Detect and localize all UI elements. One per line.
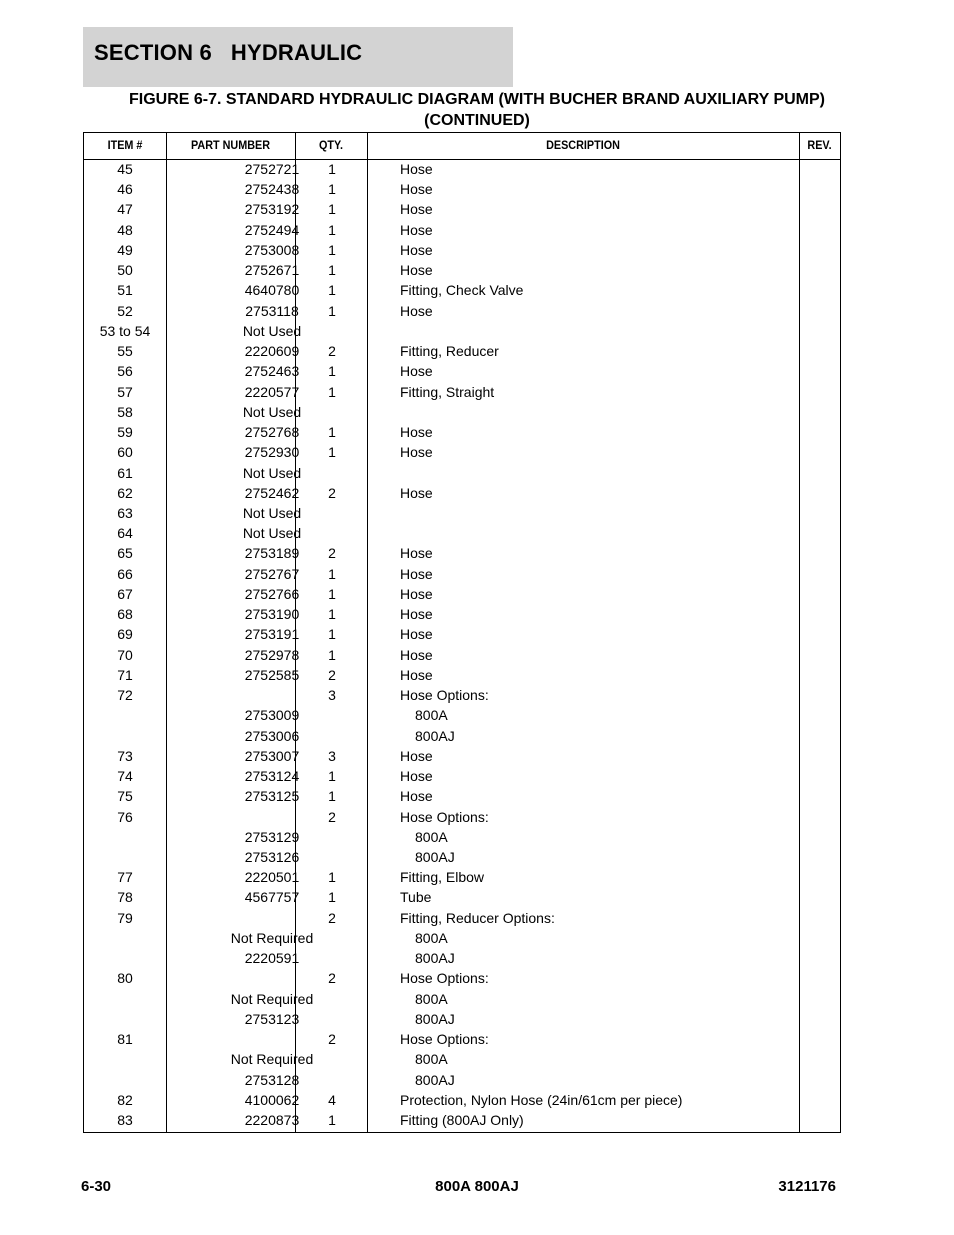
item-cell: 52	[117, 302, 133, 319]
qty-cell: 1	[328, 606, 336, 623]
part-number-cell: Not Used	[242, 322, 302, 339]
part-number-cell: 2220609	[244, 343, 300, 360]
description-cell: Fitting, Straight	[400, 383, 495, 400]
header-rev: REV.	[807, 138, 832, 152]
table-row	[84, 807, 840, 827]
description-cell: Hose	[400, 181, 433, 198]
qty-cell: 1	[328, 424, 336, 441]
description-cell: 800A	[415, 929, 448, 946]
part-number-cell: 2753128	[244, 1071, 300, 1088]
table-row	[84, 908, 840, 928]
table-row	[84, 1110, 840, 1130]
item-cell: 83	[117, 1112, 133, 1129]
model-label: 800A 800AJ	[435, 1178, 519, 1195]
description-cell: 800AJ	[415, 848, 455, 865]
table-row	[84, 887, 840, 907]
part-number-cell: 2753118	[245, 302, 299, 319]
description-cell: Fitting, Reducer	[400, 343, 499, 360]
description-cell: 800AJ	[415, 1071, 455, 1088]
item-cell: 49	[117, 241, 133, 258]
description-cell: Hose	[400, 606, 433, 623]
qty-cell: 3	[328, 747, 336, 764]
qty-cell: 1	[328, 768, 336, 785]
table-row	[84, 746, 840, 766]
item-cell: 57	[117, 383, 133, 400]
qty-cell: 1	[328, 241, 336, 258]
item-cell: 47	[117, 201, 133, 218]
table-row	[84, 624, 840, 644]
part-number-cell: Not Required	[230, 929, 314, 946]
table-row	[84, 827, 840, 847]
qty-cell: 4	[328, 1091, 336, 1108]
table-row	[84, 1009, 840, 1029]
item-cell: 60	[117, 444, 133, 461]
description-cell: Hose	[400, 424, 433, 441]
description-cell: Hose	[400, 565, 433, 582]
qty-cell: 1	[328, 626, 336, 643]
description-cell: Hose	[400, 585, 433, 602]
table-row	[84, 726, 840, 746]
item-cell: 72	[117, 687, 133, 704]
table-row	[84, 442, 840, 462]
table-row	[84, 260, 840, 280]
qty-cell: 3	[328, 687, 336, 704]
document-number: 3121176	[778, 1178, 836, 1195]
table-row	[84, 584, 840, 604]
table-row	[84, 199, 840, 219]
page-number: 6-30	[81, 1178, 112, 1195]
item-cell: 55	[117, 343, 133, 360]
description-cell: 800A	[415, 707, 448, 724]
item-cell: 73	[117, 747, 133, 764]
qty-cell: 1	[328, 788, 336, 805]
description-cell: Fitting, Check Valve	[400, 282, 524, 299]
description-cell: 800AJ	[415, 727, 455, 744]
description-cell: Hose	[400, 666, 433, 683]
part-number-cell: 2753190	[244, 606, 300, 623]
part-number-cell: 2220873	[244, 1112, 300, 1129]
item-cell: 59	[117, 424, 133, 441]
part-number-cell: 2753189	[244, 545, 300, 562]
table-row	[84, 301, 840, 321]
qty-cell: 2	[328, 666, 336, 683]
item-cell: 61	[117, 464, 133, 481]
part-number-cell: 2752438	[244, 181, 300, 198]
table-row	[84, 361, 840, 381]
item-cell: 62	[117, 484, 133, 501]
table-row	[84, 280, 840, 300]
description-cell: Hose	[400, 747, 433, 764]
part-number-cell: Not Used	[242, 525, 302, 542]
table-row	[84, 523, 840, 543]
qty-cell: 1	[328, 646, 336, 663]
item-cell: 75	[117, 788, 133, 805]
item-cell: 69	[117, 626, 133, 643]
description-cell: Hose	[400, 201, 433, 218]
qty-cell: 1	[328, 262, 336, 279]
description-cell: Hose	[400, 545, 433, 562]
header-item: ITEM #	[107, 138, 143, 152]
description-cell: 800A	[415, 1051, 448, 1068]
description-cell: Hose Options:	[400, 1031, 489, 1048]
item-cell: 58	[117, 403, 133, 420]
table-row	[84, 220, 840, 240]
description-cell: 800A	[415, 828, 448, 845]
qty-cell: 1	[328, 565, 336, 582]
description-cell: 800AJ	[415, 1010, 455, 1027]
item-cell: 78	[117, 889, 133, 906]
description-cell: Hose	[400, 161, 433, 177]
description-cell: 800A	[415, 990, 448, 1007]
description-cell: Hose	[400, 444, 433, 461]
qty-cell: 2	[328, 484, 336, 501]
description-cell: Hose	[400, 363, 433, 380]
table-row	[84, 1090, 840, 1110]
table-row	[84, 503, 840, 523]
part-number-cell: 2220577	[244, 383, 300, 400]
table-row	[84, 1049, 840, 1069]
part-number-cell: 2752766	[244, 585, 300, 602]
table-row	[84, 604, 840, 624]
description-cell: Hose	[400, 768, 433, 785]
description-cell: Hose Options:	[400, 687, 489, 704]
part-number-cell: 2752494	[244, 221, 300, 238]
part-number-cell: 2220591	[244, 950, 300, 967]
qty-cell: 2	[328, 808, 336, 825]
qty-cell: 2	[328, 909, 336, 926]
table-row	[84, 786, 840, 806]
qty-cell: 1	[328, 363, 336, 380]
description-cell: Fitting (800AJ Only)	[400, 1112, 524, 1129]
table-row	[84, 240, 840, 260]
item-cell: 82	[117, 1091, 133, 1108]
description-cell: Fitting, Reducer Options:	[400, 909, 555, 926]
item-cell: 76	[117, 808, 133, 825]
table-row	[84, 645, 840, 665]
item-cell: 70	[117, 646, 133, 663]
item-cell: 77	[117, 869, 133, 886]
part-number-cell: 2753129	[244, 828, 300, 845]
part-number-cell: 2753009	[244, 707, 300, 724]
part-number-cell: 2752463	[244, 363, 300, 380]
table-row	[84, 867, 840, 887]
part-number-cell: Not Required	[230, 990, 314, 1007]
qty-cell: 1	[328, 181, 336, 198]
figure-title: FIGURE 6-7. STANDARD HYDRAULIC DIAGRAM (WITH BUCHER BRAND AUXILIARY PUMP)	[129, 91, 825, 108]
part-number-cell: 4100062	[244, 1091, 300, 1108]
description-cell: Hose	[400, 262, 433, 279]
item-cell: 64	[117, 525, 133, 542]
item-cell: 45	[117, 161, 133, 177]
qty-cell: 1	[328, 1112, 336, 1129]
item-cell: 46	[117, 181, 133, 198]
part-number-cell: 2752721	[244, 161, 300, 177]
table-row	[84, 705, 840, 725]
header-description: DESCRIPTION	[546, 138, 620, 152]
header-part-number: PART NUMBER	[190, 138, 271, 152]
header-qty: QTY.	[318, 138, 343, 152]
table-row	[84, 968, 840, 988]
table-row	[84, 766, 840, 786]
qty-cell: 1	[328, 161, 336, 177]
description-cell: 800AJ	[415, 950, 455, 967]
description-cell: Hose	[400, 788, 433, 805]
part-number-cell: 2220501	[244, 869, 300, 886]
table-row	[84, 665, 840, 685]
item-cell: 51	[117, 282, 133, 299]
table-row	[84, 685, 840, 705]
table-row	[84, 402, 840, 422]
item-cell: 48	[117, 221, 133, 238]
table-row	[84, 847, 840, 867]
qty-cell: 2	[328, 343, 336, 360]
table-row	[84, 463, 840, 483]
qty-cell: 2	[328, 1031, 336, 1048]
item-cell: 81	[117, 1031, 133, 1048]
part-number-cell: 2752978	[244, 646, 300, 663]
table-row	[84, 321, 840, 341]
part-number-cell: 2753006	[244, 727, 300, 744]
description-cell: Hose	[400, 646, 433, 663]
part-number-cell: 2753123	[244, 1010, 300, 1027]
item-cell: 68	[117, 606, 133, 623]
qty-cell: 1	[328, 585, 336, 602]
table-row	[84, 989, 840, 1009]
qty-cell: 1	[328, 282, 336, 299]
part-number-cell: 2753007	[244, 747, 300, 764]
description-cell: Hose	[400, 302, 433, 319]
part-number-cell: 2752671	[244, 262, 300, 279]
part-number-cell: Not Used	[242, 464, 302, 481]
table-row	[84, 179, 840, 199]
item-cell: 65	[117, 545, 133, 562]
qty-cell: 2	[328, 970, 336, 987]
item-cell: 74	[117, 768, 133, 785]
item-cell: 50	[117, 262, 133, 279]
description-cell: Hose	[400, 241, 433, 258]
table-row	[84, 1070, 840, 1090]
qty-cell: 1	[328, 302, 336, 319]
item-cell: 66	[117, 565, 133, 582]
part-number-cell: 2752930	[244, 444, 300, 461]
qty-cell: 2	[328, 545, 336, 562]
description-cell: Hose Options:	[400, 970, 489, 987]
section-title: SECTION 6 HYDRAULIC	[94, 40, 363, 65]
table-row	[84, 948, 840, 968]
part-number-cell: 2753125	[244, 788, 300, 805]
description-cell: Tube	[400, 889, 432, 906]
item-cell: 56	[117, 363, 133, 380]
part-number-cell: 4567757	[244, 889, 300, 906]
description-cell: Hose Options:	[400, 808, 489, 825]
item-cell: 63	[117, 504, 133, 521]
part-number-cell: Not Used	[242, 403, 302, 420]
table-row	[84, 543, 840, 563]
description-cell: Hose	[400, 626, 433, 643]
table-row	[84, 382, 840, 402]
item-cell: 71	[117, 666, 133, 683]
description-cell: Hose	[400, 221, 433, 238]
qty-cell: 1	[328, 383, 336, 400]
qty-cell: 1	[328, 889, 336, 906]
item-cell: 53 to 54	[99, 322, 151, 339]
part-number-cell: 2752768	[244, 424, 300, 441]
table-row	[84, 341, 840, 361]
qty-cell: 1	[328, 444, 336, 461]
part-number-cell: 2752767	[244, 565, 300, 582]
part-number-cell: 2753191	[244, 626, 300, 643]
item-cell: 67	[117, 585, 133, 602]
part-number-cell: 2752462	[244, 484, 300, 501]
figure-title-continued: (CONTINUED)	[424, 112, 530, 129]
table-row	[84, 928, 840, 948]
qty-cell: 1	[328, 869, 336, 886]
table-row	[84, 483, 840, 503]
item-cell: 79	[117, 909, 133, 926]
part-number-cell: 2752585	[244, 666, 300, 683]
qty-cell: 1	[328, 221, 336, 238]
table-row	[84, 422, 840, 442]
description-cell: Fitting, Elbow	[400, 869, 485, 886]
part-number-cell: 2753192	[244, 201, 300, 218]
table-row	[84, 159, 840, 179]
description-cell: Protection, Nylon Hose (24in/61cm per piece)	[400, 1091, 683, 1108]
table-body	[84, 159, 840, 1130]
table-row	[84, 564, 840, 584]
description-cell: Hose	[400, 484, 433, 501]
part-number-cell: 2753008	[244, 241, 300, 258]
part-number-cell: Not Used	[242, 504, 302, 521]
part-number-cell: Not Required	[230, 1051, 314, 1068]
item-cell: 80	[117, 970, 133, 987]
part-number-cell: 4640780	[244, 282, 300, 299]
table-row	[84, 1029, 840, 1049]
parts-table	[83, 132, 841, 1133]
qty-cell: 1	[328, 201, 336, 218]
part-number-cell: 2753126	[244, 848, 300, 865]
part-number-cell: 2753124	[244, 768, 300, 785]
